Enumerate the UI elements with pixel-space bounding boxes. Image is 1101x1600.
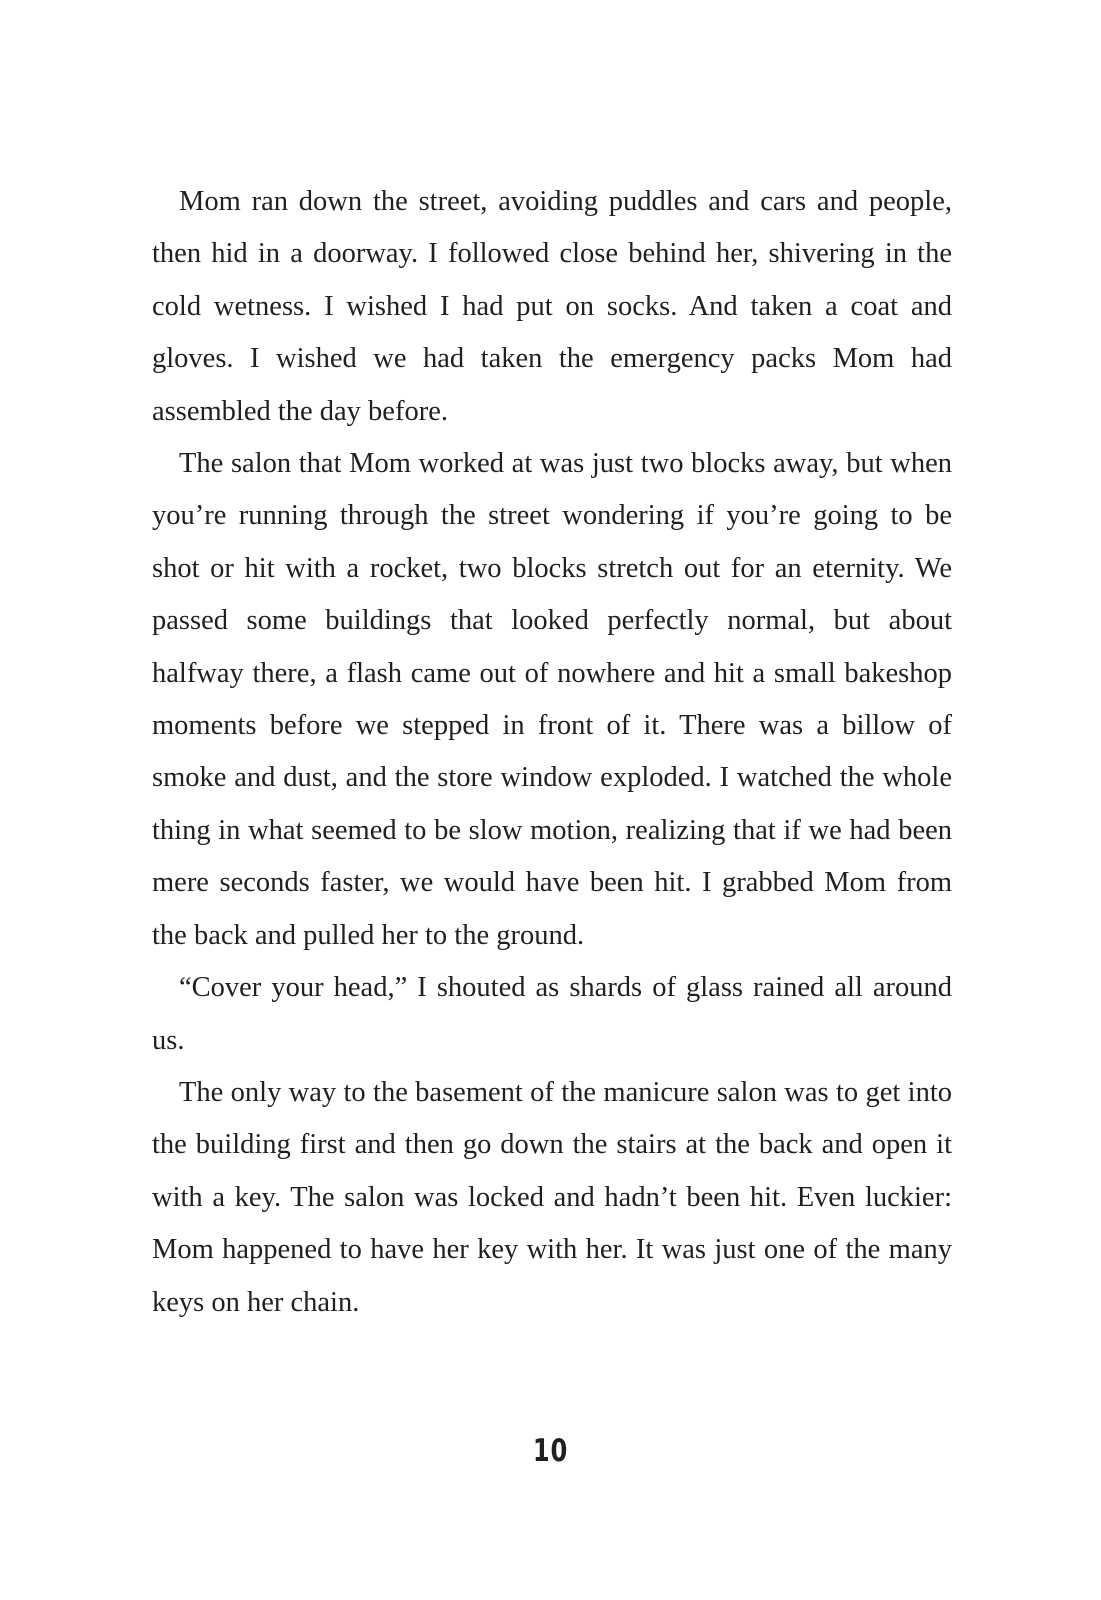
page-number: 10: [532, 1433, 569, 1469]
body-text: [152, 176, 952, 1329]
paragraph-3: “Cover your head,” I shouted as shards of glass rained all around us.: [152, 972, 952, 1056]
paragraph-1: Mom ran down the street, avoiding puddles and cars and people, then hid in a doorway. I followed close behind her, shivering in the cold wetness. I wished I had put on socks. And taken a coat and gloves. I wished we had taken the emergency packs Mom had assembled the day before.: [152, 186, 952, 427]
paragraph-2: The salon that Mom worked at was just two blocks away, but when you’re running through the street wondering if you’re going to be shot or hit with a rocket, two blocks stretch out for an eternity. We passed some buildings that looked perfectly normal, but about halfway there, a flash came out of nowhere and hit a small bakeshop moments before we stepped in front of it. There was a billow of smoke and dust, and the store window exploded. I watched the whole thing in what seemed to be slow motion, realizing that if we had been mere seconds faster, we would have been hit. I grabbed Mom from the back and pulled her to the ground.: [152, 448, 952, 951]
paragraph-4: The only way to the basement of the manicure salon was to get into the building first and then go down the stairs at the back and open it with a key. The salon was locked and hadn’t been hit. Even luckier: Mom happened to have her key with her. It was just one of the many keys on her chain.: [152, 1076, 952, 1318]
